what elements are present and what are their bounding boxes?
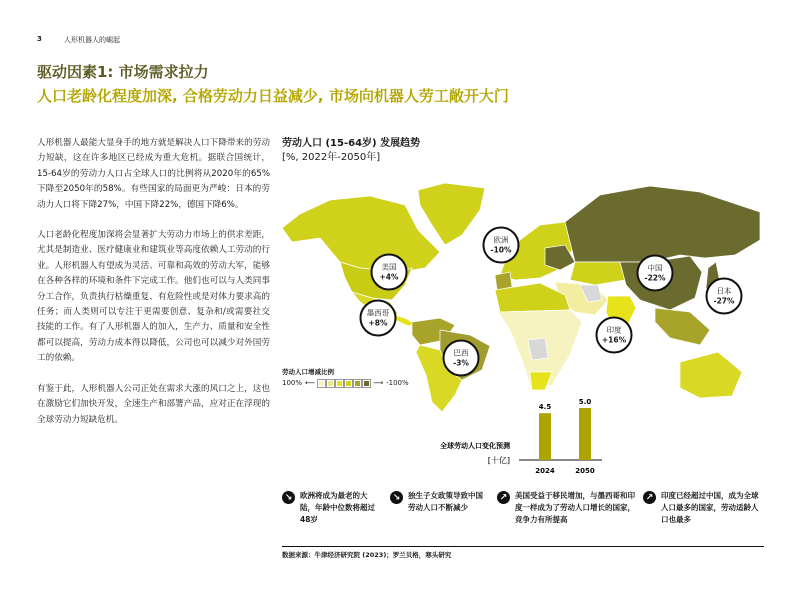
chart-title: 劳动人口 (15-64岁) 发展趋势 xyxy=(282,138,421,149)
region-value: +4% xyxy=(379,272,399,281)
legend-right-label: -100% xyxy=(386,379,409,387)
paragraph: 有鉴于此，人形机器人公司正处在需求大涨的风口之上，这也在激励它们加快开发，全速生产和部署产品，应对正在浮现的全球劳动力短缺危机。 xyxy=(37,383,270,425)
southern-africa xyxy=(530,372,552,390)
region-bubble-usa xyxy=(371,254,408,291)
arrow-down-right-icon: ↘ xyxy=(390,491,403,504)
note-europe xyxy=(282,490,382,526)
region-name: 欧洲 xyxy=(493,235,509,244)
bar-category-label: 2024 xyxy=(535,467,555,475)
legend-title: 劳动人口增减比例 xyxy=(282,368,334,376)
note-usa xyxy=(497,490,637,526)
bar-value-label: 4.5 xyxy=(538,403,552,412)
body-text xyxy=(37,136,270,443)
region-bubble-brazil xyxy=(443,340,480,377)
region-value: -27% xyxy=(713,296,735,305)
region-name: 日本 xyxy=(716,286,732,295)
greenland xyxy=(418,183,485,245)
page-number: 3 xyxy=(37,35,42,43)
paragraph: 人口老龄化程度加深将会显著扩大劳动力市场上的供求差距，尤其是制造业、医疗健康业和建筑业等高度依赖人工劳动的行业。人形机器人有望成为灵活、可靠和高效的劳动大军，能够在各种各样的环境和条件下完成工作。他们也可以与人类同事分工合作，负责执行枯燥重复、有危险性或是对体力要求高的任务；而人类则可以专注于更需要创意、复杂和/或需要社交技能的工作。有了人形机器人的加入，生产力、质量和安全性都可以提高，劳动力成本得以降低，公司也可以减少对外国劳工的依赖。 xyxy=(37,230,270,364)
region-bubble-india xyxy=(596,317,633,354)
note-india xyxy=(643,490,763,526)
iberia xyxy=(495,272,512,290)
paragraph: 人形机器人最能大显身手的地方就是解决人口下降带来的劳动力短缺，这在许多地区已经成为重大危机。据联合国统计，15-64岁的劳动力人口占全球人口的比例将从2020年的65%下降至2050年的58%。有些国家的局面更为严峻：日本的劳动力人口将下降27%，中国下降22%，德国下降6%。 xyxy=(37,138,270,210)
region-name: 墨西哥 xyxy=(366,308,390,317)
legend xyxy=(282,379,409,387)
central-asia xyxy=(570,262,625,285)
bar-chart-title: 全球劳动人口变化预测 xyxy=(440,442,510,450)
region-name: 巴西 xyxy=(453,348,469,357)
congo xyxy=(528,338,548,360)
region-value: +8% xyxy=(368,318,388,327)
running-title: 人形机器人的崛起 xyxy=(64,36,120,44)
arrow-right-icon: ⟶ xyxy=(373,379,384,387)
note-text: 美国受益于移民增加，与墨西哥和印度一样成为了劳动人口增长的国家，竞争力有所提高 xyxy=(515,491,635,524)
bar-category-label: 2050 xyxy=(575,467,595,475)
region-bubble-europe xyxy=(483,227,520,264)
note-text: 独生子女政策导致中国劳动人口不断减少 xyxy=(408,491,483,512)
legend-swatch xyxy=(363,380,370,387)
note-text: 印度已经超过中国，成为全球人口最多的国家，劳动适龄人口也最多 xyxy=(661,491,759,524)
australia xyxy=(680,352,742,398)
legend-swatch xyxy=(336,380,343,387)
note-china xyxy=(390,490,490,514)
bar-value-label: 5.0 xyxy=(578,398,592,406)
arrow-up-right-icon: ↗ xyxy=(643,491,656,504)
region-value: -3% xyxy=(453,358,469,367)
bar-2024 xyxy=(539,413,551,460)
chart-unit: [%, 2022年-2050年] xyxy=(282,152,381,163)
legend-left-label: 100% xyxy=(282,379,303,387)
legend-swatch xyxy=(345,380,352,387)
arrow-left-icon: ⟵ xyxy=(305,379,316,387)
legend-swatch xyxy=(318,380,325,387)
region-bubble-mexico xyxy=(360,300,397,337)
arrow-down-right-icon: ↘ xyxy=(282,491,295,504)
arrow-up-right-icon: ↗ xyxy=(497,491,510,504)
region-name: 美国 xyxy=(381,262,397,271)
region-value: -22% xyxy=(644,273,666,282)
region-name: 印度 xyxy=(606,325,622,334)
legend-swatch xyxy=(354,380,361,387)
section-subtitle: 人口老龄化程度加深, 合格劳动力日益减少, 市场向机器人劳工敞开大门 xyxy=(37,87,509,105)
russia xyxy=(565,186,760,262)
note-text: 欧洲将成为最老的大陆，年龄中位数将超过48岁 xyxy=(300,491,375,524)
data-source: 数据来源：牛津经济研究院 (2023)；罗兰贝格，寒头研究 xyxy=(282,546,764,559)
region-value: -10% xyxy=(490,245,512,254)
section-title: 驱动因素1: 市场需求拉力 xyxy=(37,63,209,81)
region-bubble-china xyxy=(637,255,674,292)
bar-chart-unit: [十亿] xyxy=(487,456,510,465)
labor-bar-chart xyxy=(440,395,610,480)
region-bubble-japan xyxy=(706,278,743,315)
legend-swatch xyxy=(327,380,334,387)
region-value: +16% xyxy=(601,335,627,344)
legend-swatches xyxy=(318,380,370,387)
region-name: 中国 xyxy=(647,263,663,272)
canada xyxy=(282,196,440,272)
bar-2050 xyxy=(579,408,591,460)
se-asia xyxy=(655,308,710,345)
